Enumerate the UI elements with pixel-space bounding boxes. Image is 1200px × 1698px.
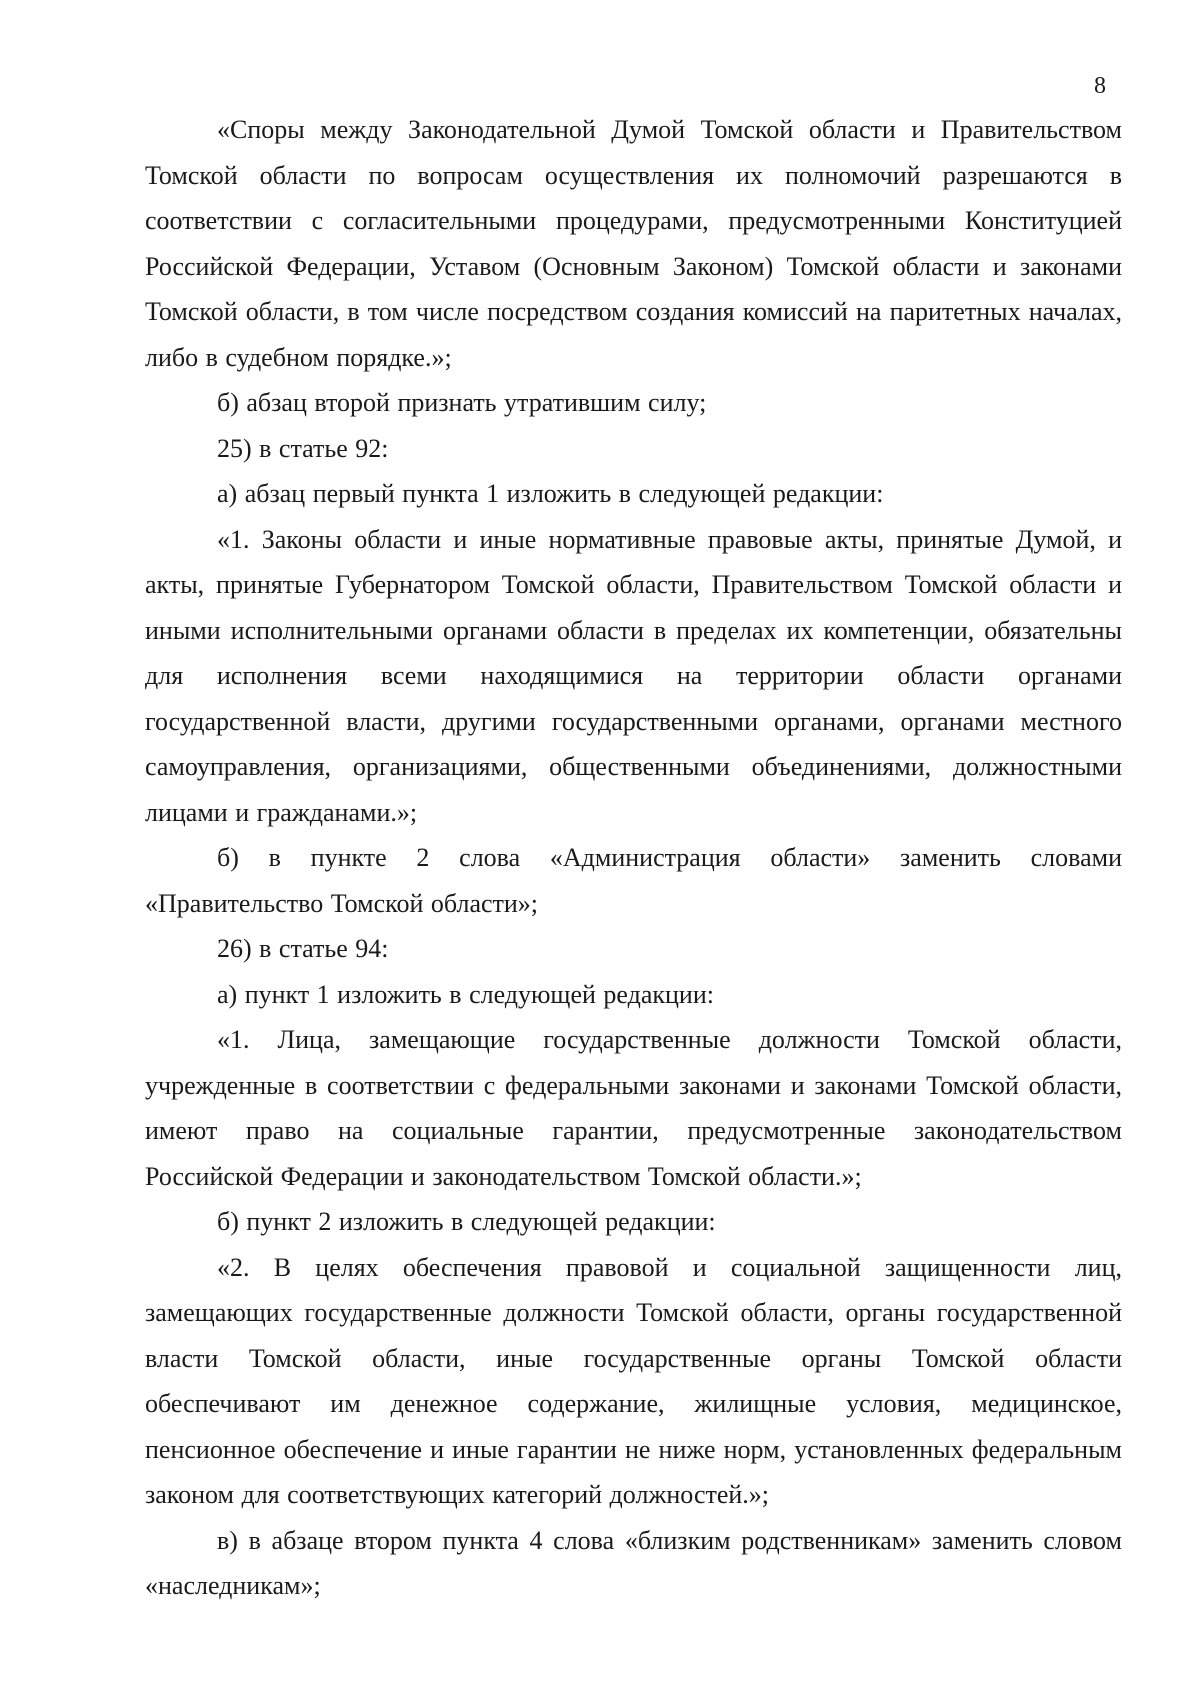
- paragraph-item-b-point-2: б) в пункте 2 слова «Администрация области» заменить словами «Правительство Томской области»;: [145, 843, 1122, 918]
- paragraph-item-b-paragraph-two: б) абзац второй признать утратившим силу;: [217, 388, 707, 417]
- paragraph-item-26-article-94: 26) в статье 94:: [217, 934, 389, 963]
- paragraph-item-v-point-4: в) в абзаце втором пункта 4 слова «близким родственникам» заменить словом «наследникам»;: [145, 1525, 1122, 1600]
- paragraph-persons-quote: «1. Лица, замещающие государственные должности Томской области, учрежденные в соответствии с федеральными законами и законами Томской области, имеют право на социальные гарантии, предусмотренные законодательством Российской Федерации и законодательством Томской области.»;: [145, 1025, 1122, 1191]
- paragraph-item-a-point-1-new: а) пункт 1 изложить в следующей редакции:: [217, 979, 714, 1009]
- paragraph-item-b-point-2-new: б) пункт 2 изложить в следующей редакции:: [217, 1207, 716, 1236]
- paragraph-disputes-quote: «Споры между Законодательной Думой Томской области и Правительством Томской области по вопросам осуществления их полномочий разрешаются в соответствии с согласительными процедурами, предусмотренными Конституцией Российской Федерации, Уставом (Основным Законом) Томской области и законами Томской области, в том числе посредством создания комиссий на паритетных началах, либо в судебном порядке.»;: [145, 115, 1122, 372]
- paragraph-guarantees-quote: «2. В целях обеспечения правовой и социальной защищенности лиц, замещающих государственные должности Томской области, органы государственной власти Томской области, иные государственные органы Томской области обеспечивают им денежное содержание, жилищные условия, медицинское, пенсионное обеспечение и иные гарантии не ниже норм, установленных федеральным законом для соответствующих категорий должностей.»;: [145, 1252, 1122, 1509]
- document-body: [145, 107, 1122, 1609]
- paragraph-item-25-article-92: 25) в статье 92:: [217, 433, 389, 463]
- paragraph-item-a-point-1: а) абзац первый пункта 1 изложить в следующей редакции:: [217, 479, 884, 508]
- page-number: 8: [1094, 73, 1106, 99]
- paragraph-laws-quote: «1. Законы области и иные нормативные правовые акты, принятые Думой, и акты, принятые Губернатором Томской области, Правительством Томской области и иными исполнительными органами области в пределах их компетенции, обязательны для исполнения всеми находящимися на территории области органами государственной власти, другими государственными органами, органами местного самоуправления, организациями, общественными объединениями, должностными лицами и гражданами.»;: [145, 524, 1122, 827]
